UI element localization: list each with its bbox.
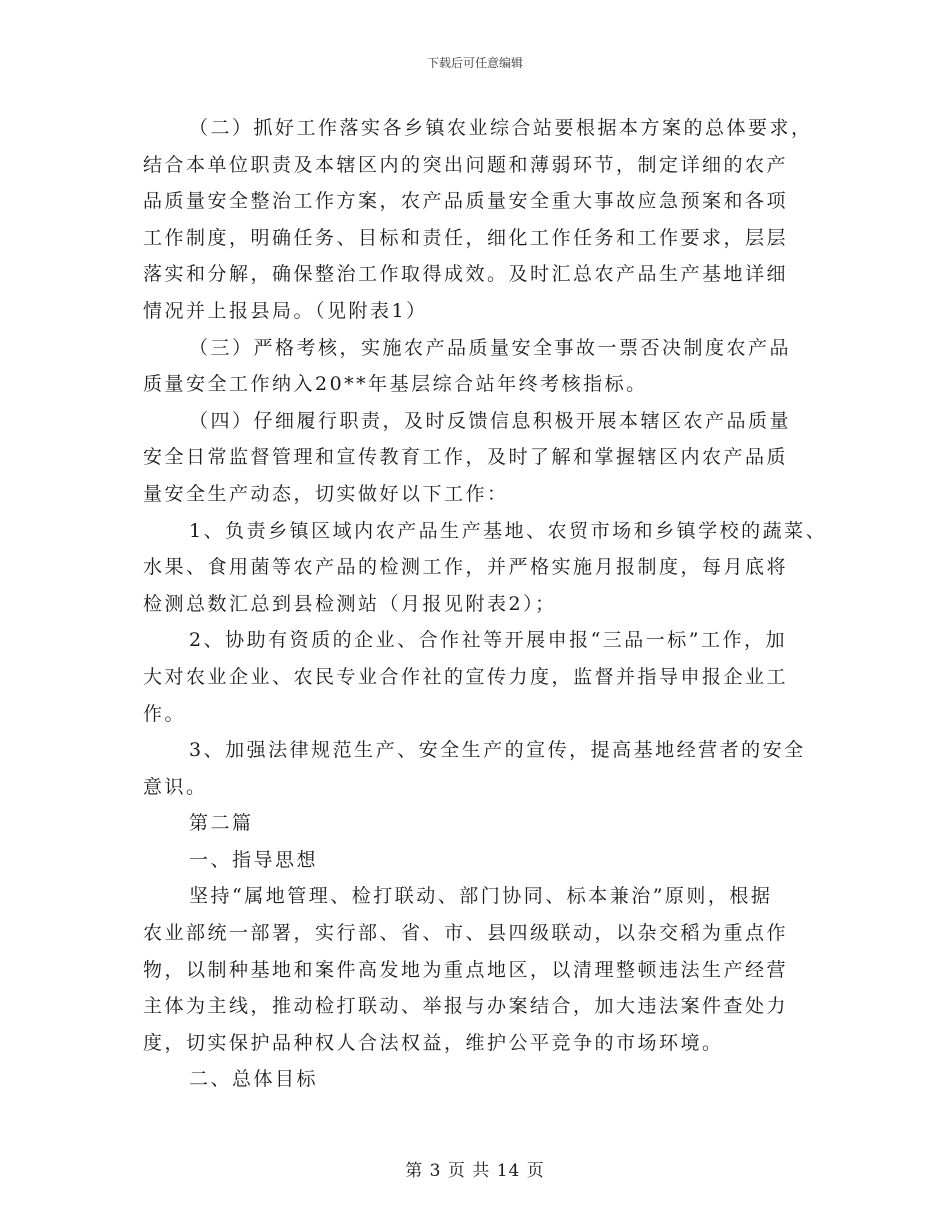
- text-line: 意识。: [143, 775, 208, 798]
- page-footer: 第 3 页 共 14 页: [405, 1161, 545, 1181]
- text-line: 1、负责乡镇区域内农产品生产基地、农贸市场和乡镇学校的蔬菜、: [189, 519, 828, 542]
- text-line: 工作制度，明确任务、目标和责任，细化工作任务和工作要求，层层: [143, 226, 789, 249]
- document-body: [143, 110, 828, 1098]
- text-line: 质量安全工作纳入20**年基层综合站年终考核指标。: [143, 373, 648, 396]
- text-line: 作。: [143, 702, 187, 725]
- text-line: 一、指导思想: [189, 848, 319, 871]
- text-line: 物，以制种基地和案件高发地为重点地区，以清理整顿违法生产经营: [143, 958, 789, 981]
- page-header: 下载后可任意编辑: [426, 56, 523, 70]
- text-line: 落实和分解，确保整治工作取得成效。及时汇总农产品生产基地详细: [143, 263, 789, 286]
- text-line: 量安全生产动态，切实做好以下工作：: [143, 482, 509, 505]
- text-line: 坚持“属地管理、检打联动、部门协同、标本兼治”原则，根据: [189, 885, 773, 908]
- text-line: 二、总体目标: [189, 1068, 319, 1091]
- text-line: （二）抓好工作落实各乡镇农业综合站要根据本方案的总体要求，: [189, 117, 813, 139]
- text-line: 品质量安全整治工作方案，农产品质量安全重大事故应急预案和各项: [143, 190, 789, 213]
- text-line: 度，切实保护品种权人合法权益，维护公平竞争的市场环境。: [143, 1031, 724, 1054]
- text-line: 2、协助有资质的企业、合作社等开展申报“三品一标”工作，加: [189, 629, 788, 652]
- text-line: （四）仔细履行职责，及时反馈信息积极开展本辖区农产品质量: [189, 409, 792, 432]
- text-line: 农业部统一部署，实行部、省、市、县四级联动，以杂交稻为重点作: [143, 922, 789, 945]
- text-line: 主体为主线，推动检打联动、举报与办案结合，加大违法案件查处力: [143, 995, 789, 1018]
- text-line: 安全日常监督管理和宣传教育工作，及时了解和掌握辖区内农产品质: [143, 446, 789, 469]
- text-line: 水果、食用菌等农产品的检测工作，并严格实施月报制度，每月底将: [143, 556, 789, 579]
- text-line: （三）严格考核，实施农产品质量安全事故一票否决制度农产品: [189, 336, 792, 359]
- text-line: 情况并上报县局。（见附表1）: [143, 299, 428, 322]
- text-line: 结合本单位职责及本辖区内的突出问题和薄弱环节，制定详细的农产: [143, 153, 789, 176]
- text-line: 第二篇: [189, 812, 254, 835]
- text-line: 3、加强法律规范生产、安全生产的宣传，提高基地经营者的安全: [189, 739, 806, 762]
- text-line: 大对农业企业、农民专业合作社的宣传力度，监督并指导申报企业工: [143, 665, 789, 688]
- text-line: 检测总数汇总到县检测站（月报见附表2）；: [143, 592, 557, 615]
